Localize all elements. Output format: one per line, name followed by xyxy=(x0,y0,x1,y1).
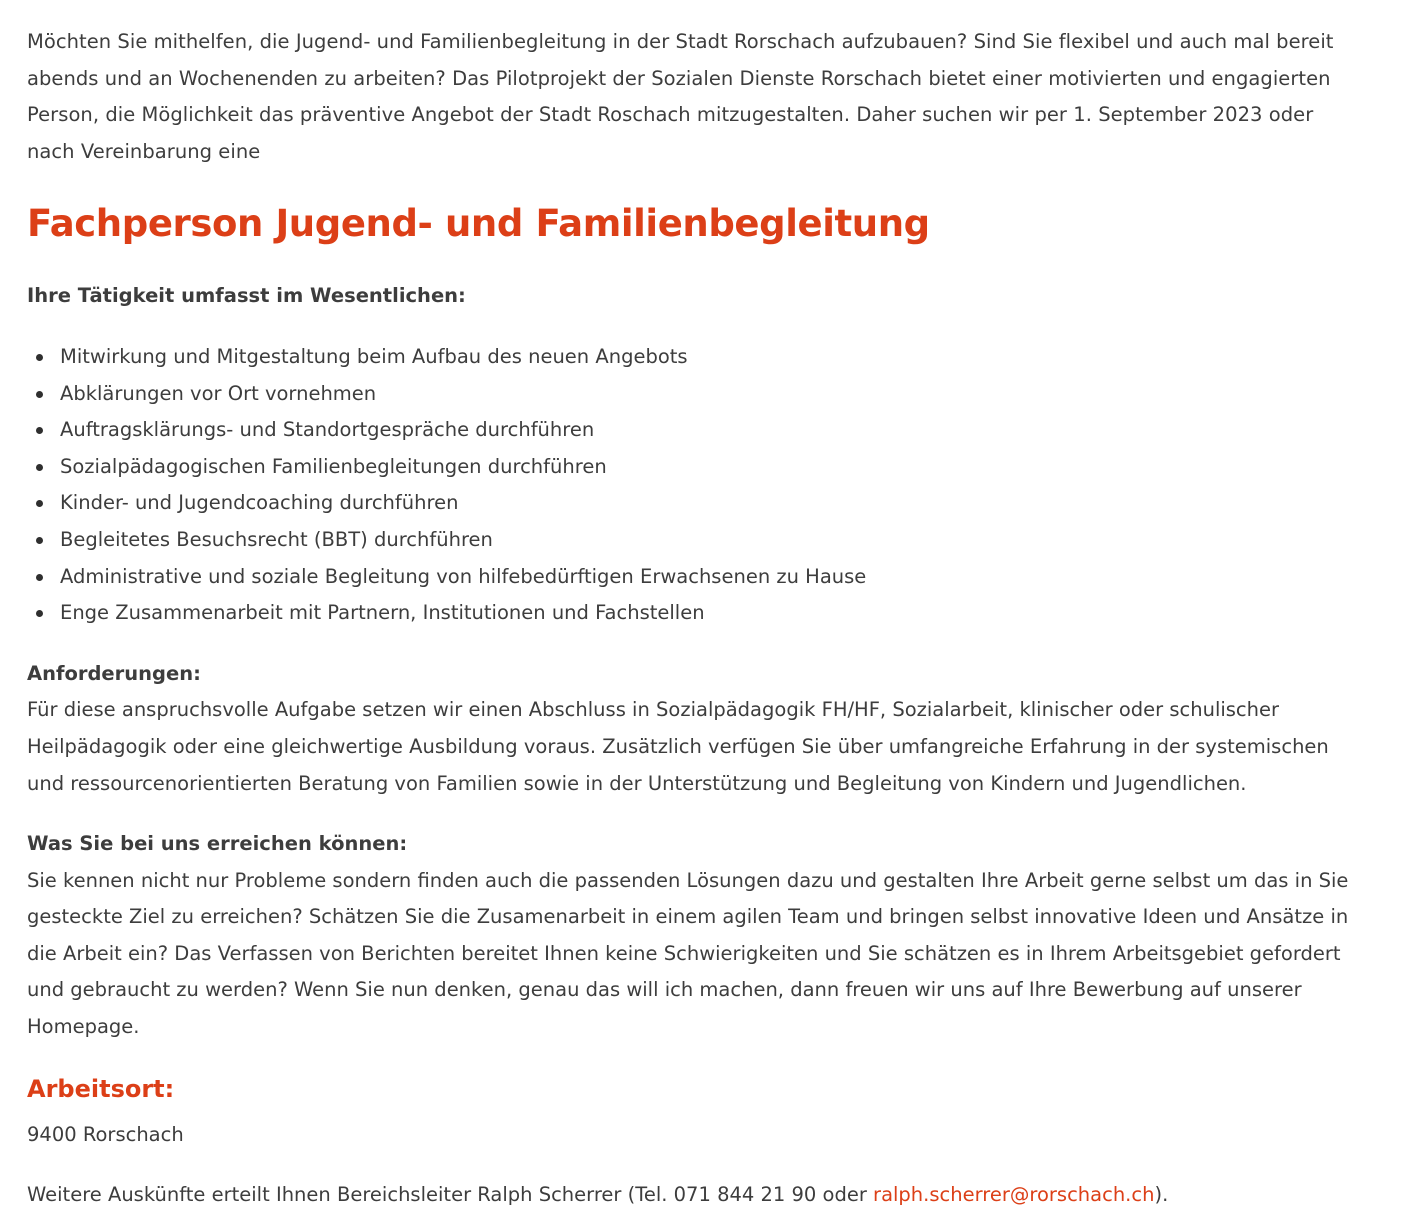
achieve-heading: Was Sie bei uns erreichen können: xyxy=(27,832,408,856)
list-item xyxy=(27,485,1355,522)
list-item xyxy=(27,449,1355,486)
achieve-text: Sie kennen nicht nur Probleme sondern finden auch die passenden Lösungen dazu und gestalten Ihre Arbeit gerne selbst um das in Sie gesteckte Ziel zu erreichen? Schätzen Sie die Zusamenarbeit in einem agilen Team und bringen selbst innovative Ideen und Ansätze in die Arbeit ein? Das Verfassen von Berichten bereitet Ihnen keine Schwierigkeiten und Sie schätzen es in Ihrem Arbeitsgebiet gefordert und gebraucht zu werden? Wenn Sie nun denken, genau das will ich machen, dann freuen wir uns auf Ihre Bewerbung auf unserer Homepage. xyxy=(27,868,1349,1039)
bullet-icon xyxy=(36,610,43,617)
list-item xyxy=(27,559,1355,596)
list-item xyxy=(27,376,1355,413)
task-text: Begleitetes Besuchsrecht (BBT) durchführen xyxy=(60,527,493,551)
list-item xyxy=(27,412,1355,449)
contact-prefix: Weitere Auskünfte erteilt Ihnen Bereichsleiter Ralph Scherrer (Tel. 071 844 21 90 oder xyxy=(27,1183,874,1207)
worksite-heading: Arbeitsort: xyxy=(27,1074,175,1103)
worksite-address: 9400 Rorschach xyxy=(27,1122,184,1146)
bullet-icon xyxy=(36,464,43,471)
task-text: Administrative und soziale Begleitung von hilfebedürftigen Erwachsenen zu Hause xyxy=(60,564,867,588)
contact-email-link[interactable]: ralph.scherrer@rorschach.ch xyxy=(873,1183,1155,1207)
bullet-icon xyxy=(36,427,43,434)
task-text: Auftragsklärungs- und Standortgespräche durchführen xyxy=(60,418,595,442)
list-item xyxy=(27,339,1355,376)
tasks-list xyxy=(27,339,1355,632)
task-text: Enge Zusammenarbeit mit Partnern, Institutionen und Fachstellen xyxy=(60,601,705,625)
list-item xyxy=(27,522,1355,559)
bullet-icon xyxy=(36,354,43,361)
task-text: Sozialpädagogischen Familienbegleitungen durchführen xyxy=(60,454,607,478)
contact-paragraph xyxy=(27,1177,1355,1214)
requirements-text: Für diese anspruchsvolle Aufgabe setzen wir einen Abschluss in Sozialpädagogik FH/HF, Sozialarbeit, klinischer oder schulischer Heilpädagogik oder eine gleichwertige Ausbildung voraus. Zusätzlich verfügen Sie über umfangreiche Erfahrung in der systemischen und ressourcenorientierten Beratung von Familien sowie in der Unterstützung und Begleitung von Kindern und Jugendlichen. xyxy=(27,698,1329,795)
task-text: Kinder- und Jugendcoaching durchführen xyxy=(60,491,459,515)
bullet-icon xyxy=(36,537,43,544)
bullet-icon xyxy=(36,500,43,507)
requirements-heading: Anforderungen: xyxy=(27,661,201,685)
job-title: Fachperson Jugend- und Familienbegleitung xyxy=(27,202,930,246)
bullet-icon xyxy=(36,391,43,398)
tasks-heading: Ihre Tätigkeit umfasst im Wesentlichen: xyxy=(27,284,466,308)
bullet-icon xyxy=(36,574,43,581)
achieve-section xyxy=(27,826,1355,1046)
task-text: Mitwirkung und Mitgestaltung beim Aufbau des neuen Angebots xyxy=(60,344,688,368)
list-item xyxy=(27,595,1355,632)
requirements-section xyxy=(27,656,1355,802)
intro-paragraph: Möchten Sie mithelfen, die Jugend- und Familienbegleitung in der Stadt Rorschach aufzubauen? Sind Sie flexibel und auch mal bereit abends und an Wochenenden zu arbeiten? Das Pilotprojekt der Sozialen Dienste Rorschach bietet einer motivierten und engagierten Person, die Möglichkeit das präventive Angebot der Stadt Roschach mitzugestalten. Daher suchen wir per 1. September 2023 oder nach Vereinbarung eine xyxy=(27,30,1334,163)
contact-suffix: ). xyxy=(1154,1183,1169,1207)
task-text: Abklärungen vor Ort vornehmen xyxy=(60,381,377,405)
